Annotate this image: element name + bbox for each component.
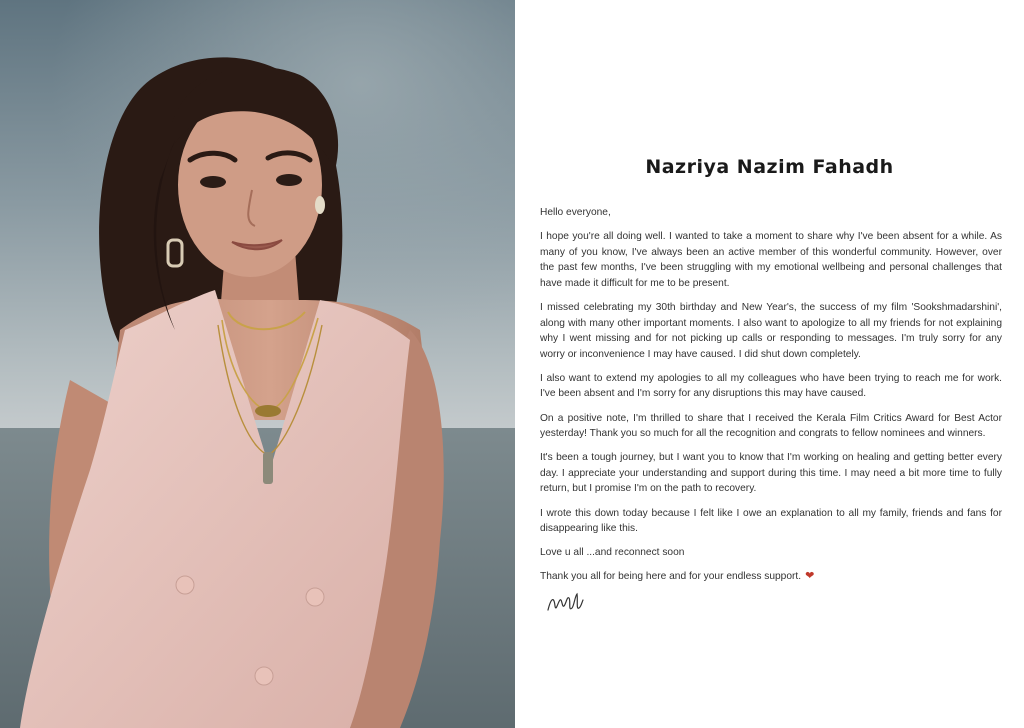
letter-paragraph: On a positive note, I'm thrilled to share that I received the Kerala Film Critics Award for Best Actor yesterday! Thank you so much for all the recognition and congrats to fellow nominees and winners. [540,412,1002,440]
letter-greeting: Hello everyone, [540,207,611,218]
necklace-bead [255,405,281,417]
letter-thanks [540,569,1002,585]
letter-body [540,205,1002,593]
letter-paragraph: I wrote this down today because I felt like I owe an explanation to all my family, friends and fans for disappearing like this. [540,507,1002,535]
letter-closing: Love u all ...and reconnect soon [540,547,685,559]
necklace-pendant [263,452,273,484]
dress-button [176,576,194,594]
signature-icon [545,588,585,618]
eye [276,174,302,186]
letter [515,0,1024,728]
letter-paragraph: I missed celebrating my 30th birthday and New Year's, the success of my film 'Sookshmadarshini', along with many other important moments. I also want to apologize to all my friends for not explaining why I went missing and for not picking up calls or responding to messages. I'm truly sorry for any worry or inconvenience I may have caused. I did shut down completely. [540,301,1002,360]
heart-icon: ❤ [805,570,815,583]
letter-paragraph: I hope you're all doing well. I wanted to take a moment to share why I've been absent for a while. As many of you know, I've always been an active member of this wonderful community. However, over the past few months, I've been struggling with my emotional wellbeing and personal challenges that have made it difficult for me to be present. [540,231,1002,289]
dress-button [255,667,273,685]
letter-paragraph: It's been a tough journey, but I want you to know that I'm working on healing and getting better every day. I appreciate your understanding and support during this time. I may need a bit more time to fully return, but I promise I'm on the path to recovery. [540,452,1002,495]
letter-paragraph: I also want to extend my apologies to all my colleagues who have been trying to reach me for work. I've been absent and I'm sorry for any disruptions this may have caused. [540,372,1002,400]
letter-title: Nazriya Nazim Fahadh [645,156,894,178]
signature-stroke [548,594,583,610]
dress-button [306,588,324,606]
earring [315,196,325,214]
letter-thanks-text: Thank you all for being here and for your endless support. [540,571,802,583]
eye [200,176,226,188]
